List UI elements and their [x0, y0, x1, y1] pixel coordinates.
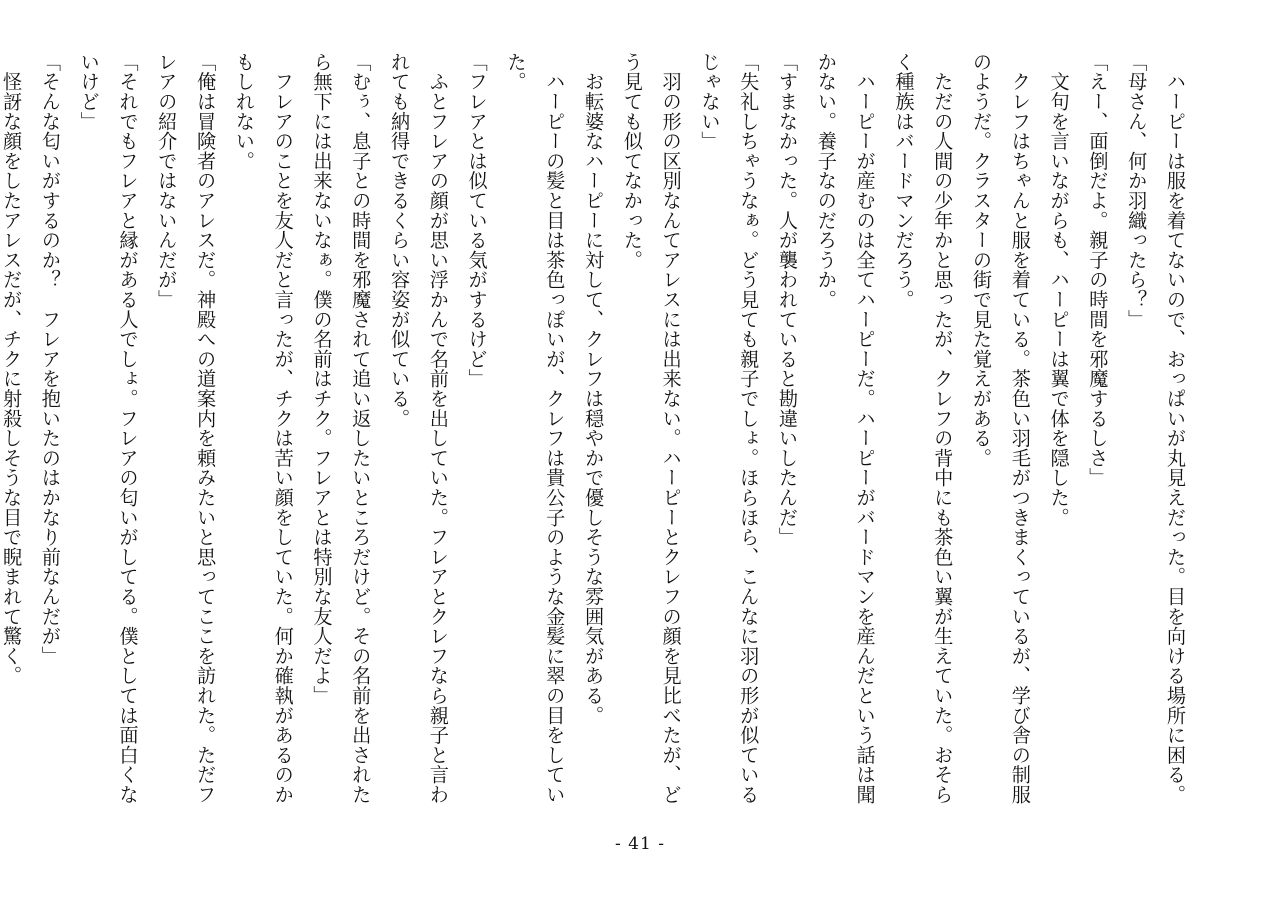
- paragraph: 「俺は冒険者のアレスだ。神殿への道案内を頼みたいと思ってここを訪れた。ただフレアの紹介ではないんだが」: [155, 52, 218, 805]
- paragraph: フレアのことを友人だと言ったが、チクは苦い顔をしていた。何か確執があるのかもしれない。: [232, 52, 295, 805]
- paragraph: 「そんな匂いがするのか？ フレアを抱いたのはかなり前なんだが」: [38, 52, 62, 666]
- paragraph: 「失礼しちゃうなぁ。どう見ても親子でしょ。ほらほら、こんなに羽の形が似ているじゃない」: [698, 52, 761, 805]
- paragraph: お転婆なハーピーに対して、クレフは穏やかで優しそうな雰囲気がある。: [582, 52, 606, 726]
- paragraph: ハーピーが産むのは全てハーピーだ。ハーピーがバードマンを産んだという話は聞かない。養子なのだろうか。: [814, 52, 877, 805]
- paragraph: 羽の形の区別なんてアレスには出来ない。ハーピーとクレフの顔を見比べたが、どう見ても似てなかった。: [620, 52, 683, 805]
- paragraph: 「フレアとは似ている気がするけど」: [465, 52, 489, 389]
- paragraph: 「母さん、何か羽織ったら？」: [1125, 52, 1149, 330]
- page-number: - 41 -: [615, 834, 665, 854]
- paragraph: 「それでもフレアと縁がある人でしょ。フレアの匂いがしてる。僕としては面白くないけど」: [77, 52, 140, 805]
- paragraph: 「えー、面倒だよ。親子の時間を邪魔するしさ」: [1086, 52, 1110, 488]
- paragraph: ハーピーは服を着てないので、おっぱいが丸見えだった。目を向ける場所に困る。: [1164, 52, 1187, 805]
- paragraph: クレフはちゃんと服を着ている。茶色い羽毛がつきまくっているが、学び舎の制服のようだ。クラスターの街で見た覚えがある。: [970, 52, 1032, 805]
- paragraph: 怪訝な顔をしたアレスだが、チクに射殺しそうな目で睨まれて驚く。: [0, 52, 24, 686]
- vertical-text-body: [0, 52, 1194, 822]
- paragraph: 文句を言いながらも、ハーピーは翼で体を隠した。: [1047, 52, 1071, 528]
- paragraph: ふとフレアの顔が思い浮かんで名前を出していた。フレアとクレフなら親子と言われても納得できるくらい容姿が似ている。: [388, 52, 450, 805]
- paragraph: ハーピーの髪と目は茶色っぽいが、クレフは貴公子のような金髪に翠の目をしていた。: [504, 52, 567, 805]
- paragraph: ただの人間の少年かと思ったが、クレフの背中にも茶色い翼が生えていた。おそらく種族はバードマンだろう。: [892, 52, 955, 805]
- paragraph: 「すまなかった。人が襲われていると勘違いしたんだ」: [776, 52, 800, 547]
- paragraph: 「むぅ、息子との時間を邪魔されて追い返したいところだけど。その名前を出されたら無下には出来ないなぁ。僕の名前はチク。フレアとは特別な友人だよ」: [310, 52, 373, 805]
